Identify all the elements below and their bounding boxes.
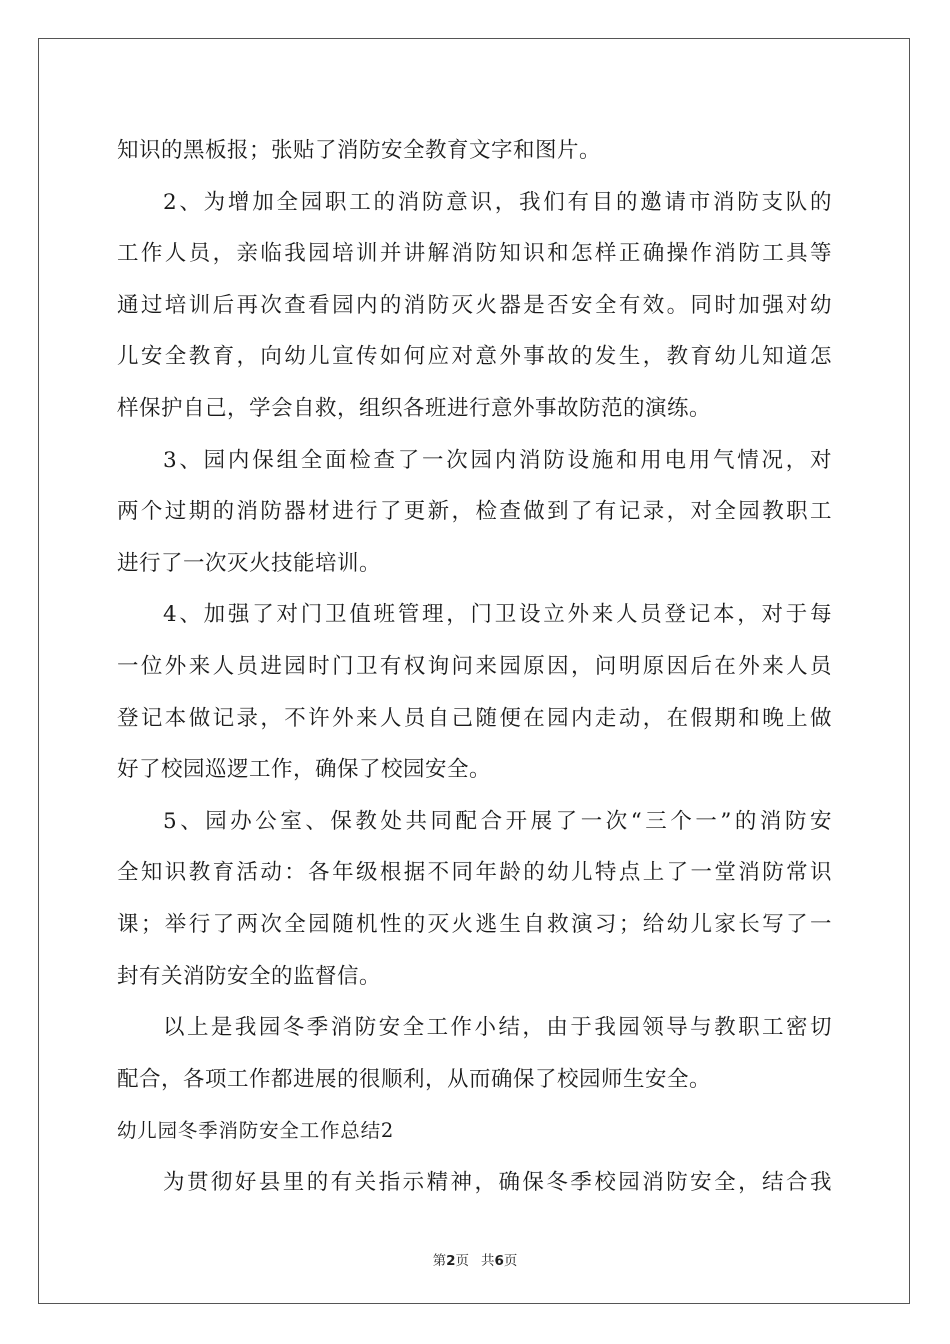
section-heading: 幼儿园冬季消防安全工作总结2 (117, 1119, 395, 1143)
text-line: 工作人员，亲临我园培训并讲解消防知识和怎样正确操作消防工具等 (117, 241, 832, 267)
text-line: 两个过期的消防器材进行了更新，检查做到了有记录，对全园教职工 (117, 499, 832, 525)
text-line: 2、为增加全园职工的消防意识，我们有目的邀请市消防支队的 (163, 189, 832, 215)
text-line: 5、园办公室、保教处共同配合开展了一次“三个一”的消防安 (163, 808, 832, 834)
total-pages: 6 (494, 1253, 504, 1269)
text-line: 以上是我园冬季消防安全工作小结，由于我园领导与教职工密切 (163, 1015, 832, 1041)
text-line: 为贯彻好县里的有关指示精神，确保冬季校园消防安全，结合我 (163, 1169, 832, 1195)
page-footer (0, 1249, 950, 1269)
text-line: 儿安全教育，向幼儿宣传如何应对意外事故的发生，教育幼儿知道怎 (117, 344, 832, 370)
text-line: 进行了一次灭火技能培训。 (117, 550, 382, 576)
text-line: 一位外来人员进园时门卫有权询问来园原因，问明原因后在外来人员 (117, 653, 832, 679)
text-line: 登记本做记录，不许外来人员自己随便在园内走动，在假期和晚上做 (117, 705, 832, 731)
text-line: 样保护自己，学会自救，组织各班进行意外事故防范的演练。 (117, 395, 712, 421)
total-suffix: 页 (503, 1253, 518, 1269)
text-line: 全知识教育活动：各年级根据不同年龄的幼儿特点上了一堂消防常识 (117, 860, 832, 886)
text-line: 4、加强了对门卫值班管理，门卫设立外来人员登记本，对于每 (163, 602, 832, 628)
text-line: 通过培训后再次查看园内的消防灭火器是否安全有效。同时加强对幼 (117, 292, 832, 318)
text-line: 配合，各项工作都进展的很顺利，从而确保了校园师生安全。 (117, 1066, 712, 1092)
text-line: 知识的黑板报；张贴了消防安全教育文字和图片。 (117, 138, 602, 163)
text-line: 3、园内保组全面检查了一次园内消防设施和用电用气情况，对 (163, 447, 832, 473)
page-suffix: 页 (455, 1253, 469, 1269)
document-body (117, 125, 832, 1208)
text-line: 封有关消防安全的监督信。 (117, 963, 382, 989)
total-prefix: 共 (481, 1253, 495, 1269)
text-line: 课；举行了两次全园随机性的灭火逃生自救演习；给幼儿家长写了一 (117, 911, 832, 937)
text-line: 好了校园巡逻工作，确保了校园安全。 (117, 757, 492, 783)
page-number: 2 (446, 1253, 456, 1269)
page-prefix: 第 (432, 1253, 447, 1269)
